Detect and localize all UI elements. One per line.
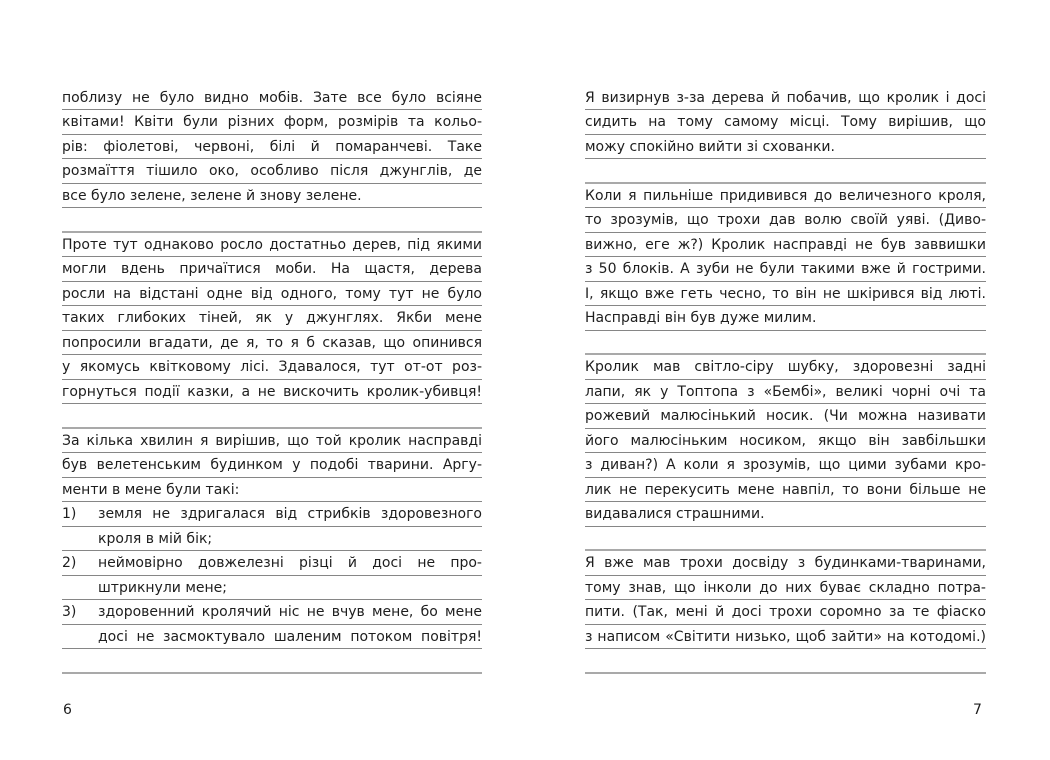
text-line	[62, 86, 482, 111]
text-line	[62, 527, 482, 552]
line-text: росли на відстані одне від одного, тому тут не було	[62, 285, 482, 302]
line-text: таких глибоких тіней, як у джунглях. Якби мене	[62, 310, 482, 326]
line-text: рожевий малюсінький носик. (Чи можна називати	[585, 408, 986, 424]
text-line	[62, 478, 482, 503]
line-text: у якомусь квітковому лісі. Здавалося, тут от-от роз-	[62, 359, 482, 375]
line-text: можу спокійно вийти зі схованки.	[585, 138, 835, 155]
line-text: з 50 блоків. А зуби не були такими вже й гострими.	[585, 261, 986, 277]
paragraph-separator	[62, 649, 482, 674]
text-line	[62, 551, 482, 576]
text-line	[585, 282, 986, 307]
paragraph-separator	[585, 159, 986, 184]
text-line	[62, 282, 482, 307]
text-line	[585, 86, 986, 111]
page-number-left: 6	[63, 702, 72, 718]
line-text: І, якщо вже геть чесно, то він не шкірився від люті.	[585, 285, 986, 302]
text-line	[585, 355, 986, 380]
line-text: пити. (Так, мені й досі трохи соромно за те фіаско	[585, 604, 986, 620]
text-line	[62, 355, 482, 380]
list-marker: 2)	[62, 555, 77, 571]
line-text: неймовірно довжелезні різці й досі не про-	[98, 555, 482, 571]
paragraph-separator	[585, 331, 986, 356]
text-line	[62, 331, 482, 356]
list-marker: 3)	[62, 604, 77, 620]
text-line	[585, 429, 986, 454]
text-line	[585, 600, 986, 625]
line-text: поблизу не було видно мобів. Зате все було всіяне	[62, 89, 482, 106]
text-line	[62, 429, 482, 454]
line-text: з диван?) А коли я зрозумів, що цими зубами кро-	[585, 457, 986, 473]
line-text: лик не перекусить мене навпіл, то вони більше не	[585, 481, 986, 498]
line-text: кроля в мій бік;	[98, 530, 213, 547]
line-text: вижно, еге ж?) Кролик насправді не був заввишки	[585, 236, 986, 253]
page-number-right: 7	[973, 702, 982, 718]
line-text: штрикнули мене;	[98, 579, 228, 596]
line-text: Коли я пильніше придивився до величезного кроля,	[585, 187, 986, 204]
text-line	[585, 135, 986, 160]
text-line	[62, 135, 482, 160]
line-text: Я вже мав трохи досвіду з будинками-тваринами,	[585, 555, 986, 571]
text-line	[585, 208, 986, 233]
text-line	[62, 233, 482, 258]
line-text: здоровенний кролячий ніс не вчув мене, бо мене	[98, 604, 482, 620]
line-text: могли вдень причаїтися моби. На щастя, дерева	[62, 261, 482, 277]
line-text: сидить на тому самому місці. Тому вирішив, що	[585, 114, 986, 130]
line-text: квітами! Квіти були різних форм, розмірів та кольо-	[62, 114, 482, 130]
line-text: тому знав, що інколи до них буває складно потра-	[585, 579, 986, 596]
text-line	[62, 306, 482, 331]
text-line	[585, 576, 986, 601]
text-line	[585, 233, 986, 258]
text-line	[62, 184, 482, 209]
line-text: Я визирнув з-за дерева й побачив, що кролик і досі	[585, 89, 986, 106]
line-text: земля не здригалася від стрибків здоровезного	[98, 506, 482, 522]
text-line	[585, 306, 986, 331]
line-text: лапи, як у Топтопа з «Бембі», великі чорні очі та	[585, 383, 986, 400]
line-text: Проте тут однаково росло достатньо дерев, під якими	[62, 236, 482, 253]
line-text: з написом «Світити низько, щоб зайти» на котодомі.)	[585, 628, 986, 645]
text-line	[585, 551, 986, 576]
line-text: досі не засмоктувало шаленим потоком повітря!	[98, 628, 482, 645]
text-line	[62, 159, 482, 184]
line-text: то зрозумів, що трохи дав волю своїй уяві. (Диво-	[585, 212, 986, 228]
list-marker: 1)	[62, 506, 77, 522]
text-line	[62, 502, 482, 527]
paragraph-separator	[62, 208, 482, 233]
text-line	[62, 600, 482, 625]
text-line	[585, 257, 986, 282]
right-page-text-column	[585, 86, 986, 674]
text-line	[585, 478, 986, 503]
text-line	[585, 110, 986, 135]
text-line	[62, 576, 482, 601]
line-text: все було зелене, зелене й знову зелене.	[62, 187, 362, 204]
line-text: видавалися страшними.	[585, 506, 765, 522]
left-page-text-column	[62, 86, 482, 674]
line-text: Насправді він був дуже милим.	[585, 310, 817, 326]
text-line	[585, 502, 986, 527]
line-text: Кролик мав світло-сіру шубку, здоровезні задні	[585, 359, 986, 375]
text-line	[62, 257, 482, 282]
paragraph-separator	[585, 527, 986, 552]
line-text: його малюсіньким носиком, якщо він завбільшки	[585, 432, 986, 449]
line-text: рів: фіолетові, червоні, білі й помаранчеві. Таке	[62, 138, 482, 155]
text-line	[62, 380, 482, 405]
line-text: менти в мене були такі:	[62, 481, 240, 498]
text-line	[62, 110, 482, 135]
line-text: горнуться події казки, а не вискочить кролик-убивця!	[62, 383, 482, 400]
line-text: розмаїття тішило око, особливо після джунглів, де	[62, 163, 482, 179]
line-text: За кілька хвилин я вирішив, що той кролик насправді	[62, 432, 482, 449]
text-line	[585, 453, 986, 478]
text-line	[62, 453, 482, 478]
paragraph-separator	[62, 404, 482, 429]
text-line	[585, 380, 986, 405]
text-line	[585, 625, 986, 650]
text-line	[585, 184, 986, 209]
line-text: був велетенським будинком у подобі тварини. Аргу-	[62, 457, 482, 473]
text-line	[62, 625, 482, 650]
text-line	[585, 404, 986, 429]
paragraph-separator	[585, 649, 986, 674]
line-text: попросили вгадати, де я, то я б сказав, що опинився	[62, 334, 482, 351]
